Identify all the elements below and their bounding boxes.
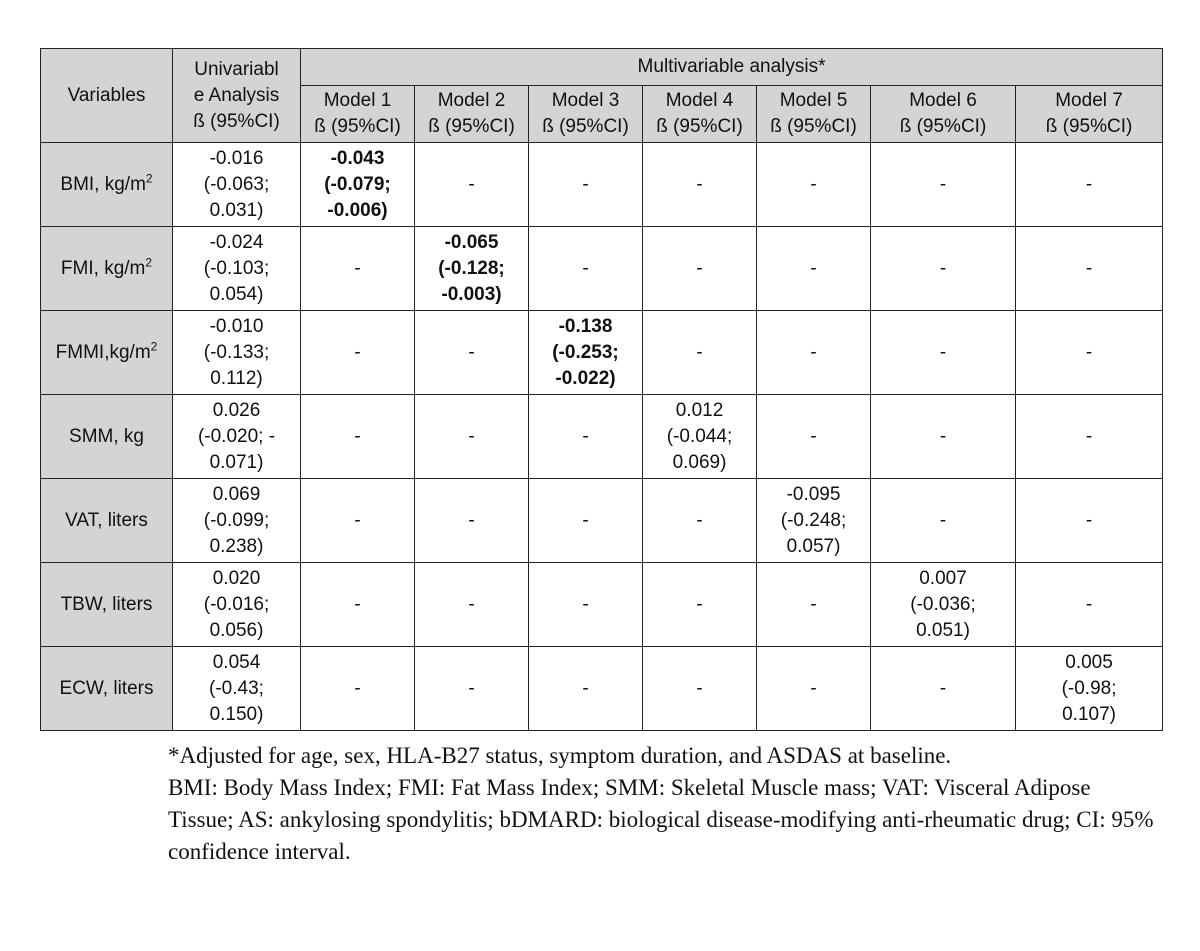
model-cell (871, 395, 1016, 479)
variable-name: SMM, kg (69, 425, 144, 447)
model-name: Model 1 (323, 90, 392, 111)
variable-cell (41, 227, 173, 311)
model-cell (757, 311, 871, 395)
model-cell (301, 227, 415, 311)
cell-line: (-0.044; (666, 425, 733, 447)
empty-dash: - (582, 257, 589, 279)
model-cell (529, 143, 643, 227)
model-cell (301, 479, 415, 563)
cell-line: -0.138 (558, 315, 613, 337)
model-cell (415, 395, 529, 479)
cell-line: 0.056) (209, 619, 264, 641)
univariable-cell (173, 647, 301, 731)
variable-name: FMI, kg/m (60, 257, 146, 279)
header-row-top (41, 49, 1163, 86)
univariable-header-line: Univariabl (194, 58, 279, 80)
empty-dash: - (1085, 425, 1093, 447)
cell-line: (-0.020; - (197, 425, 276, 447)
model-cell (301, 311, 415, 395)
empty-dash: - (939, 341, 947, 363)
cell-line: -0.006) (327, 199, 388, 221)
model-cell (415, 563, 529, 647)
empty-dash: - (810, 173, 817, 195)
cell-line: 0.007 (919, 567, 967, 589)
model-ci: ß (95%CI) (656, 116, 743, 137)
model-cell (643, 143, 757, 227)
model-cell (757, 227, 871, 311)
model-cell (643, 479, 757, 563)
table-body (41, 143, 1163, 731)
cell-line: 0.238) (209, 535, 264, 557)
empty-dash: - (939, 173, 947, 195)
cell-line: (-0.079; (324, 173, 391, 195)
table-row (41, 227, 1163, 311)
univariable-cell (173, 395, 301, 479)
unit-exponent: 2 (150, 339, 158, 354)
variable-name: ECW, liters (59, 677, 154, 699)
model-cell (529, 395, 643, 479)
unit-exponent: 2 (145, 255, 153, 270)
cell-line: (-0.98; (1061, 677, 1117, 699)
empty-dash: - (354, 677, 361, 699)
model-name: Model 6 (909, 90, 977, 111)
model-cell (871, 311, 1016, 395)
cell-line: (-0.063; (203, 173, 270, 195)
empty-dash: - (696, 341, 703, 363)
empty-dash: - (582, 173, 589, 195)
empty-dash: - (696, 257, 703, 279)
model-header (301, 86, 415, 143)
model-cell (643, 311, 757, 395)
empty-dash: - (696, 677, 703, 699)
cell-line: (-0.133; (203, 341, 270, 363)
empty-dash: - (810, 677, 817, 699)
model-header (529, 86, 643, 143)
model-cell (529, 311, 643, 395)
model-ci: ß (95%CI) (314, 116, 401, 137)
model-cell (643, 647, 757, 731)
univariable-header (173, 49, 301, 143)
model-cell (1016, 563, 1163, 647)
model-cell (757, 563, 871, 647)
variable-cell (41, 311, 173, 395)
empty-dash: - (582, 593, 589, 615)
empty-dash: - (696, 173, 703, 195)
empty-dash: - (1085, 173, 1093, 195)
cell-line: 0.026 (212, 399, 261, 421)
cell-line: -0.095 (786, 483, 841, 505)
model-header (757, 86, 871, 143)
cell-line: 0.054) (209, 283, 264, 305)
empty-dash: - (810, 425, 817, 447)
variable-cell (41, 479, 173, 563)
model-cell (415, 227, 529, 311)
variable-cell (41, 563, 173, 647)
variable-name: FMMI,kg/m (55, 341, 151, 363)
empty-dash: - (468, 173, 475, 195)
empty-dash: - (468, 677, 475, 699)
univariable-cell (173, 227, 301, 311)
cell-line: 0.112) (210, 367, 263, 389)
empty-dash: - (354, 593, 361, 615)
cell-line: 0.031) (209, 199, 264, 221)
empty-dash: - (1085, 509, 1093, 531)
model-header (643, 86, 757, 143)
table-row (41, 311, 1163, 395)
unit-exponent: 2 (145, 171, 153, 186)
model-header (415, 86, 529, 143)
empty-dash: - (354, 257, 361, 279)
empty-dash: - (468, 593, 475, 615)
results-table (40, 48, 1163, 731)
cell-line: 0.020 (212, 567, 261, 589)
empty-dash: - (582, 425, 589, 447)
cell-line: 0.107) (1062, 703, 1116, 725)
cell-line: -0.022) (555, 367, 616, 389)
model-cell (301, 143, 415, 227)
empty-dash: - (696, 593, 703, 615)
table-row (41, 479, 1163, 563)
table-row (41, 647, 1163, 731)
cell-line: 0.071) (209, 451, 264, 473)
variable-name: BMI, kg/m (60, 173, 146, 195)
cell-line: 0.012 (675, 399, 724, 421)
model-name: Model 3 (551, 90, 620, 111)
cell-line: 0.069) (672, 451, 727, 473)
model-ci: ß (95%CI) (770, 116, 857, 137)
model-cell (643, 395, 757, 479)
empty-dash: - (810, 257, 817, 279)
cell-line: -0.065 (444, 231, 499, 253)
univariable-header-line: e Analysis (193, 84, 280, 106)
empty-dash: - (354, 341, 361, 363)
table-row (41, 143, 1163, 227)
empty-dash: - (1085, 341, 1093, 363)
model-cell (757, 647, 871, 731)
table-row (41, 395, 1163, 479)
empty-dash: - (468, 341, 475, 363)
variable-name: TBW, liters (60, 593, 153, 615)
table-row (41, 563, 1163, 647)
model-cell (1016, 647, 1163, 731)
empty-dash: - (354, 425, 361, 447)
model-header (1016, 86, 1163, 143)
model-cell (757, 479, 871, 563)
variable-cell (41, 143, 173, 227)
empty-dash: - (468, 425, 475, 447)
model-cell (529, 227, 643, 311)
model-ci: ß (95%CI) (428, 116, 515, 137)
cell-line: (-0.43; (209, 677, 264, 699)
model-cell (529, 563, 643, 647)
model-cell (871, 563, 1016, 647)
variable-name: VAT, liters (65, 509, 148, 531)
empty-dash: - (939, 677, 947, 699)
univariable-cell (173, 311, 301, 395)
model-cell (301, 563, 415, 647)
cell-line: -0.010 (209, 315, 264, 337)
model-cell (529, 479, 643, 563)
model-name: Model 5 (779, 90, 848, 111)
model-cell (415, 311, 529, 395)
univariable-header-line: ß (95%CI) (193, 110, 280, 132)
model-cell (301, 647, 415, 731)
empty-dash: - (582, 509, 589, 531)
model-cell (415, 479, 529, 563)
cell-line: 0.051) (916, 619, 970, 641)
model-cell (757, 143, 871, 227)
model-cell (871, 143, 1016, 227)
empty-dash: - (810, 593, 817, 615)
footnote-adjusted: *Adjusted for age, sex, HLA-B27 status, symptom duration, and ASDAS at baseline. (168, 743, 952, 768)
univariable-cell (173, 143, 301, 227)
model-cell (643, 563, 757, 647)
cell-line: -0.016 (209, 147, 264, 169)
cell-line: 0.069 (212, 483, 261, 505)
cell-line: -0.024 (209, 231, 264, 253)
model-ci: ß (95%CI) (899, 116, 987, 137)
model-cell (1016, 479, 1163, 563)
model-cell (1016, 395, 1163, 479)
cell-line: 0.150) (209, 703, 264, 725)
model-ci: ß (95%CI) (1045, 116, 1133, 137)
variables-header: Variables (41, 49, 173, 143)
model-cell (757, 395, 871, 479)
model-cell (1016, 227, 1163, 311)
cell-line: (-0.016; (203, 593, 270, 615)
cell-line: (-0.248; (780, 509, 847, 531)
empty-dash: - (582, 677, 589, 699)
cell-line: 0.054 (212, 651, 261, 673)
model-cell (529, 647, 643, 731)
empty-dash: - (1085, 593, 1093, 615)
model-cell (415, 143, 529, 227)
cell-line: (-0.253; (552, 341, 619, 363)
empty-dash: - (939, 509, 947, 531)
multivariable-header: Multivariable analysis* (301, 49, 1163, 86)
empty-dash: - (1085, 257, 1093, 279)
model-cell (871, 479, 1016, 563)
cell-line: (-0.036; (910, 593, 976, 615)
cell-line: -0.003) (441, 283, 502, 305)
cell-line: (-0.099; (203, 509, 270, 531)
model-cell (871, 227, 1016, 311)
cell-line: -0.043 (330, 147, 385, 169)
footnote-abbreviations: BMI: Body Mass Index; FMI: Fat Mass Index; SMM: Skeletal Muscle mass; VAT: Visceral Adipose Tissue; AS: ankylosing spondylitis; bDMARD: biological disease-modifying anti-rheumatic drug; CI: 95% confidence interval. (168, 775, 1154, 864)
model-cell (1016, 311, 1163, 395)
model-cell (1016, 143, 1163, 227)
model-name: Model 7 (1055, 90, 1123, 111)
model-cell (643, 227, 757, 311)
model-ci: ß (95%CI) (542, 116, 629, 137)
empty-dash: - (810, 341, 817, 363)
univariable-cell (173, 563, 301, 647)
empty-dash: - (696, 509, 703, 531)
empty-dash: - (939, 257, 947, 279)
cell-line: 0.005 (1065, 651, 1113, 673)
model-cell (415, 647, 529, 731)
cell-line: (-0.128; (438, 257, 505, 279)
univariable-cell (173, 479, 301, 563)
model-header (871, 86, 1016, 143)
cell-line: (-0.103; (203, 257, 270, 279)
model-cell (871, 647, 1016, 731)
cell-line: 0.057) (786, 535, 841, 557)
model-name: Model 4 (665, 90, 734, 111)
model-cell (301, 395, 415, 479)
variable-cell (41, 395, 173, 479)
empty-dash: - (354, 509, 361, 531)
model-name: Model 2 (437, 90, 506, 111)
variable-cell (41, 647, 173, 731)
empty-dash: - (939, 425, 947, 447)
empty-dash: - (468, 509, 475, 531)
footnote (168, 740, 1158, 868)
